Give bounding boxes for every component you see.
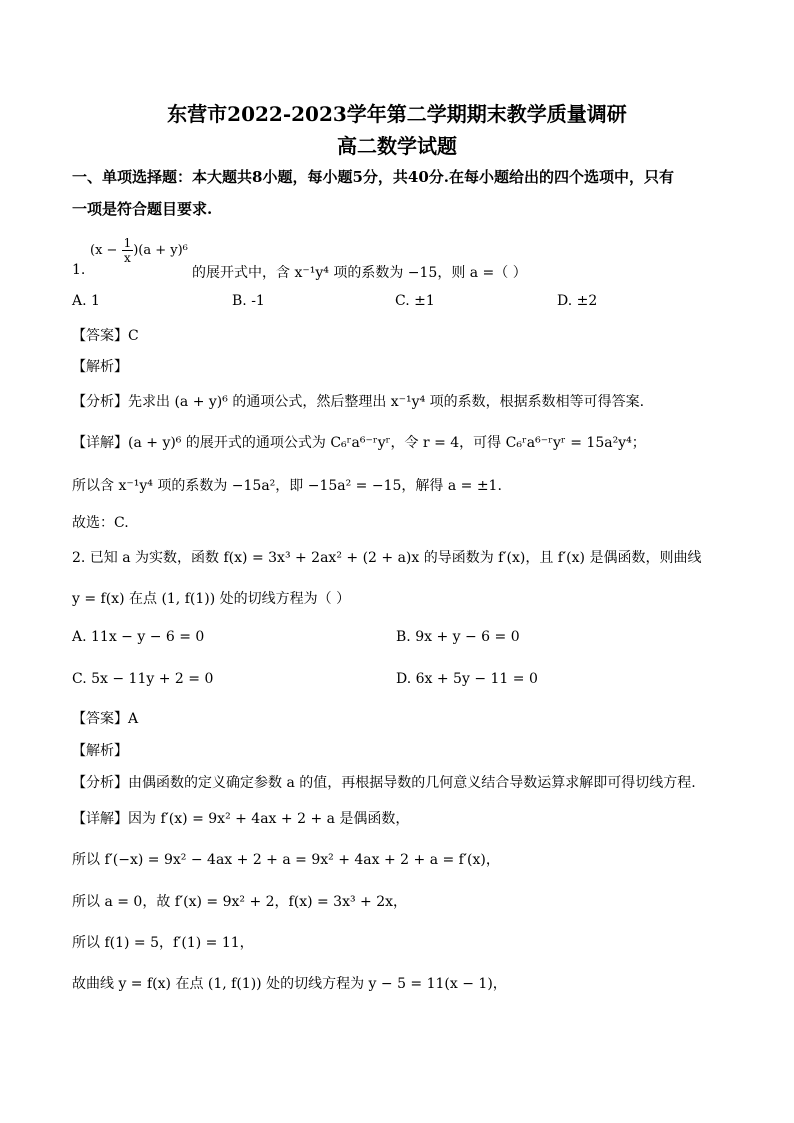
q1-answer: 【答案】C xyxy=(72,328,139,344)
q2-option-c: C. 5x − 11y + 2 = 0 xyxy=(72,671,214,687)
q2-solution-line4: 所以 a = 0，故 f′(x) = 9x² + 2，f(x) = 3x³ + 2x， xyxy=(72,894,408,910)
q1-fraction xyxy=(122,236,134,265)
q1-fraction-den: x xyxy=(123,251,131,265)
q1-analysis-label: 【解析】 xyxy=(72,359,128,375)
q2-fenxi: 【分析】由偶函数的定义确定参数 a 的值，再根据导数的几何意义结合导数运算求解即可得切线方程. xyxy=(72,775,696,791)
q1-number: 1. xyxy=(72,262,86,278)
page-subtitle: 高二数学试题 xyxy=(337,134,457,158)
page-title: 东营市2022-2023学年第二学期期末教学质量调研 xyxy=(167,102,627,126)
q2-option-b: B. 9x + y − 6 = 0 xyxy=(396,629,520,645)
q2-xiangjie: 【详解】因为 f′(x) = 9x² + 4ax + 2 + a 是偶函数， xyxy=(72,811,410,827)
q2-solution-line6: 故曲线 y = f(x) 在点 (1, f(1)) 处的切线方程为 y − 5 = 11(x − 1)， xyxy=(72,976,507,992)
q1-stem: 的展开式中，含 x⁻¹y⁴ 项的系数为 −15，则 a =（ ） xyxy=(192,265,527,281)
q1-option-b: B. -1 xyxy=(232,293,265,309)
q2-answer: 【答案】A xyxy=(72,711,139,727)
q2-solution-line3: 所以 f′(−x) = 9x² − 4ax + 2 + a = 9x² + 4ax + 2 + a = f′(x)， xyxy=(72,852,500,868)
q2-solution-line5: 所以 f(1) = 5，f′(1) = 11， xyxy=(72,935,254,951)
q1-solution-line: 所以含 x⁻¹y⁴ 项的系数为 −15a²，即 −15a² = −15，解得 a = ±1. xyxy=(72,478,502,494)
q1-fenxi: 【分析】先求出 (a + y)⁶ 的通项公式，然后整理出 x⁻¹y⁴ 项的系数，根据系数相等可得答案. xyxy=(72,394,645,410)
q2-option-d: D. 6x + 5y − 11 = 0 xyxy=(396,671,538,687)
section-heading-line2: 一项是符合题目要求. xyxy=(72,200,213,218)
q1-expr-left: (x − xyxy=(90,243,122,258)
q1-option-a: A. 1 xyxy=(72,293,100,309)
q2-analysis-label: 【解析】 xyxy=(72,743,128,759)
q1-conclusion: 故选：C. xyxy=(72,515,129,531)
q1-xiangjie: 【详解】(a + y)⁶ 的展开式的通项公式为 C₆ʳa⁶⁻ʳyʳ，令 r = 4，可得 C₆ʳa⁶⁻ʳyʳ = 15a²y⁴； xyxy=(72,435,646,451)
q1-option-d: D. ±2 xyxy=(557,293,598,309)
q2-stem-line2: y = f(x) 在点 (1, f(1)) 处的切线方程为（ ） xyxy=(72,591,351,607)
section-heading-line1: 一、单项选择题：本大题共8小题，每小题5分，共40分.在每小题给出的四个选项中，只有 xyxy=(72,168,674,186)
q1-expr-right: )(a + y)⁶ xyxy=(133,243,188,258)
q1-expression xyxy=(90,236,188,265)
q1-fraction-num: 1 xyxy=(123,236,132,250)
q2-option-a: A. 11x − y − 6 = 0 xyxy=(72,629,205,645)
q2-stem-line1: 2. 已知 a 为实数，函数 f(x) = 3x³ + 2ax² + (2 + a)x 的导函数为 f′(x)，且 f′(x) 是偶函数，则曲线 xyxy=(72,550,702,566)
q1-option-c: C. ±1 xyxy=(395,293,435,309)
